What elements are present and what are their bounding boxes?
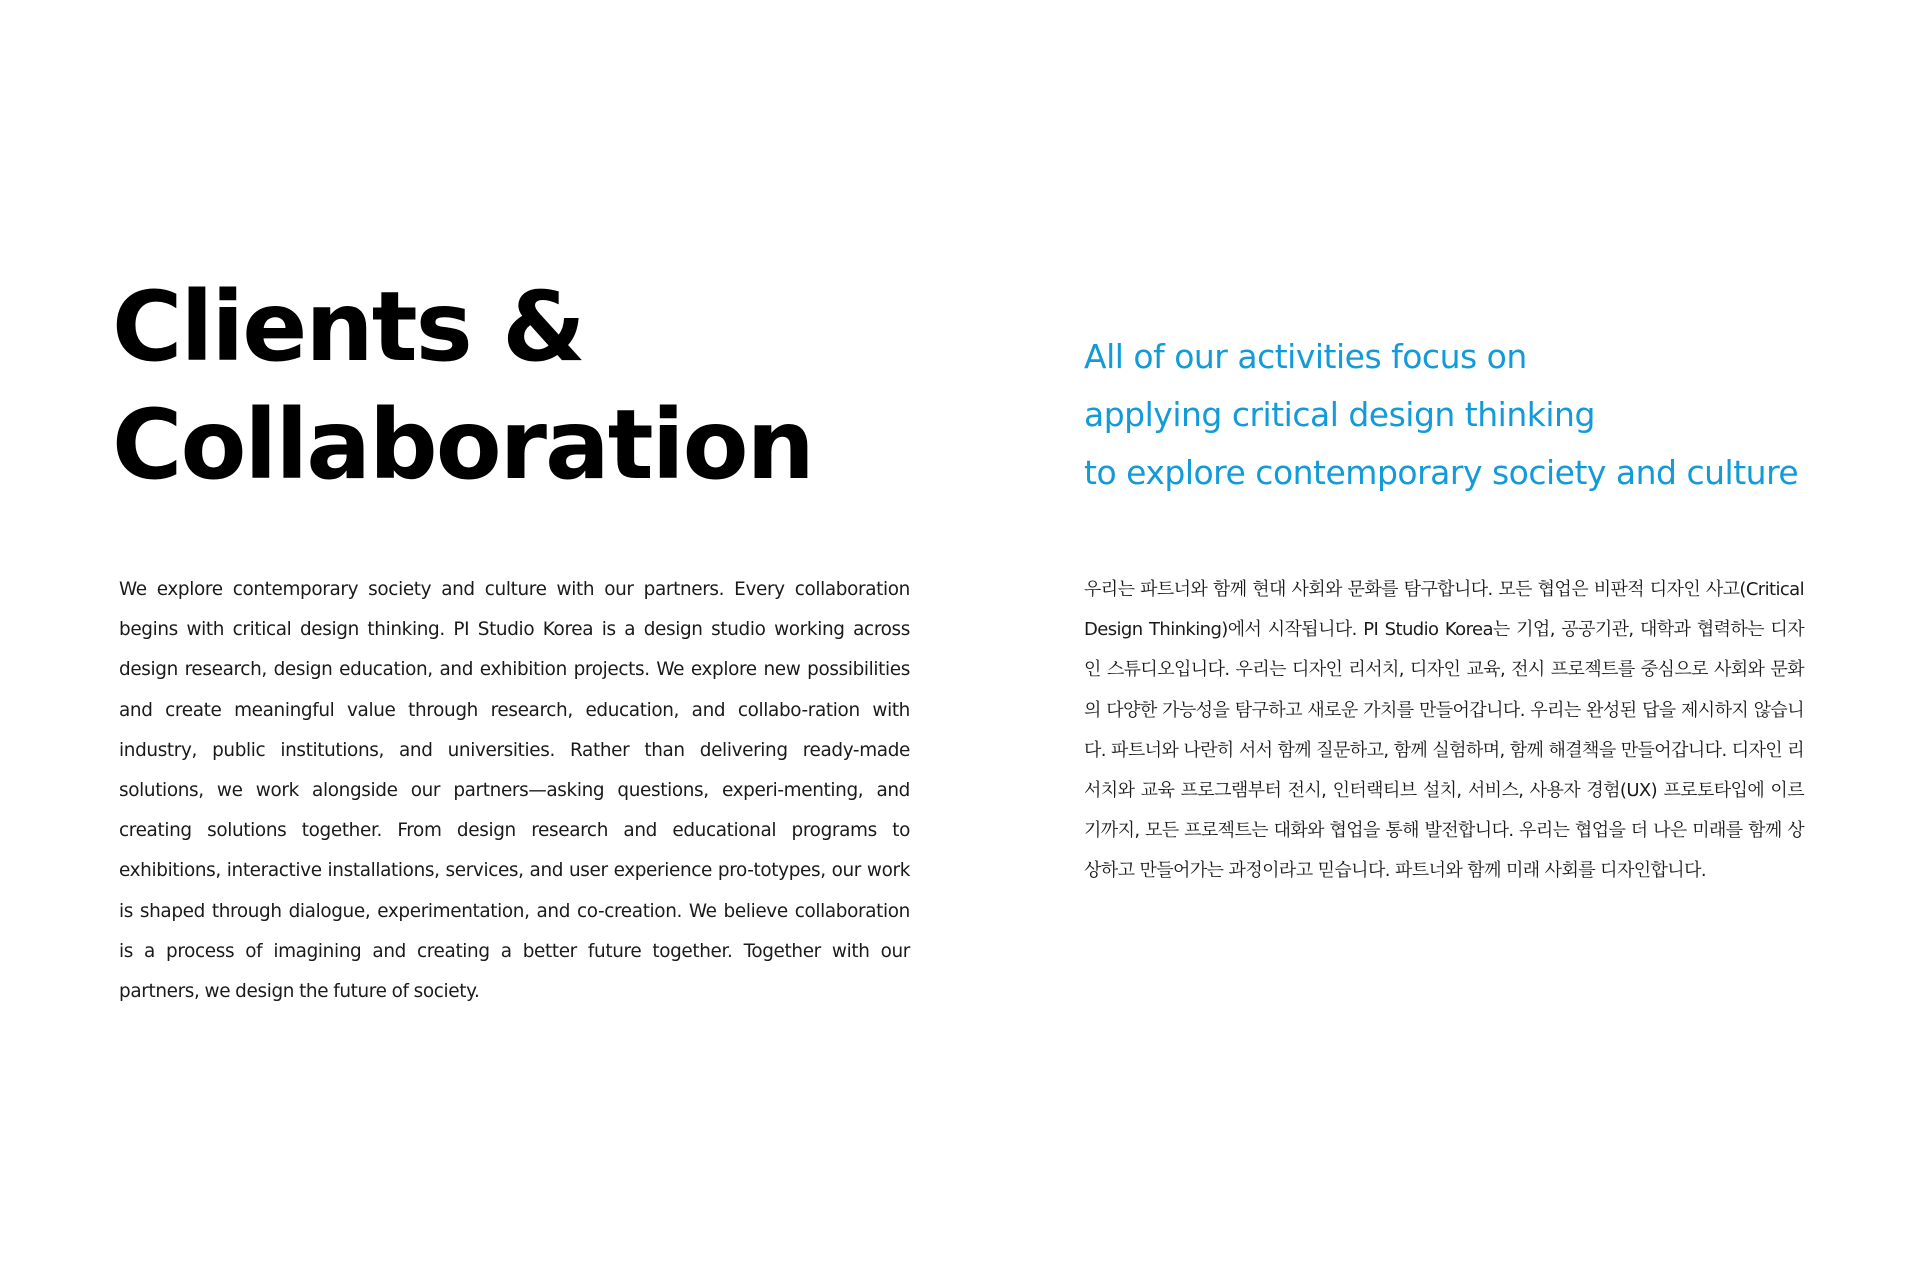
tagline-line-3: to explore contemporary society and culture (1084, 453, 1799, 492)
page-title-line-1: Clients & (112, 271, 584, 383)
page-title (112, 268, 872, 504)
intro-english-paragraph: We explore contemporary society and culture with our partners. Every collaboration begins with critical design thinking. PI Studio Korea is a design studio working across design research, design education, and exhibition projects. We explore new possibilities and create meaningful value through research, education, and collabo-ration with industry, public institutions, and universities. Rather than delivering ready-made solutions, we work alongside our partners—asking questions, experi-menting, and creating solutions together. From design research and educational programs to exhibitions, interactive installations, services, and user experience pro-totypes, our work is shaped through dialogue, experimentation, and co-creation. We believe collaboration is a process of imagining and creating a better future together. Together with our partners, we design the future of society. (119, 579, 910, 1003)
tagline-line-2: applying critical design thinking (1084, 395, 1595, 434)
page-title-line-2: Collaboration (112, 389, 813, 501)
tagline (1084, 328, 1844, 502)
intro-korean-paragraph: 우리는 파트너와 함께 현대 사회와 문화를 탐구합니다. 모든 협업은 비판적 디자인 사고(Critical Design Thinking)에서 시작됩니다. PI Studio Korea는 기업, 공공기관, 대학과 협력하는 디자인 스튜디오입니다. 우리는 디자인 리서치, 디자인 교육, 전시 프로젝트를 중심으로 사회와 문화의 다양한 가능성을 탐구하고 새로운 가치를 만들어갑니다. 우리는 완성된 답을 제시하지 않습니다. 파트너와 나란히 서서 함께 질문하고, 함께 실험하며, 함께 해결책을 만들어갑니다. 디자인 리서치와 교육 프로그램부터 전시, 인터랙티브 설치, 서비스, 사용자 경험(UX) 프로토타입에 이르기까지, 모든 프로젝트는 대화와 협업을 통해 발전합니다. 우리는 협업을 더 나은 미래를 함께 상상하고 만들어가는 과정이라고 믿습니다. 파트너와 함께 미래 사회를 디자인합니다. (1084, 579, 1804, 882)
tagline-line-1: All of our activities focus on (1084, 337, 1527, 376)
